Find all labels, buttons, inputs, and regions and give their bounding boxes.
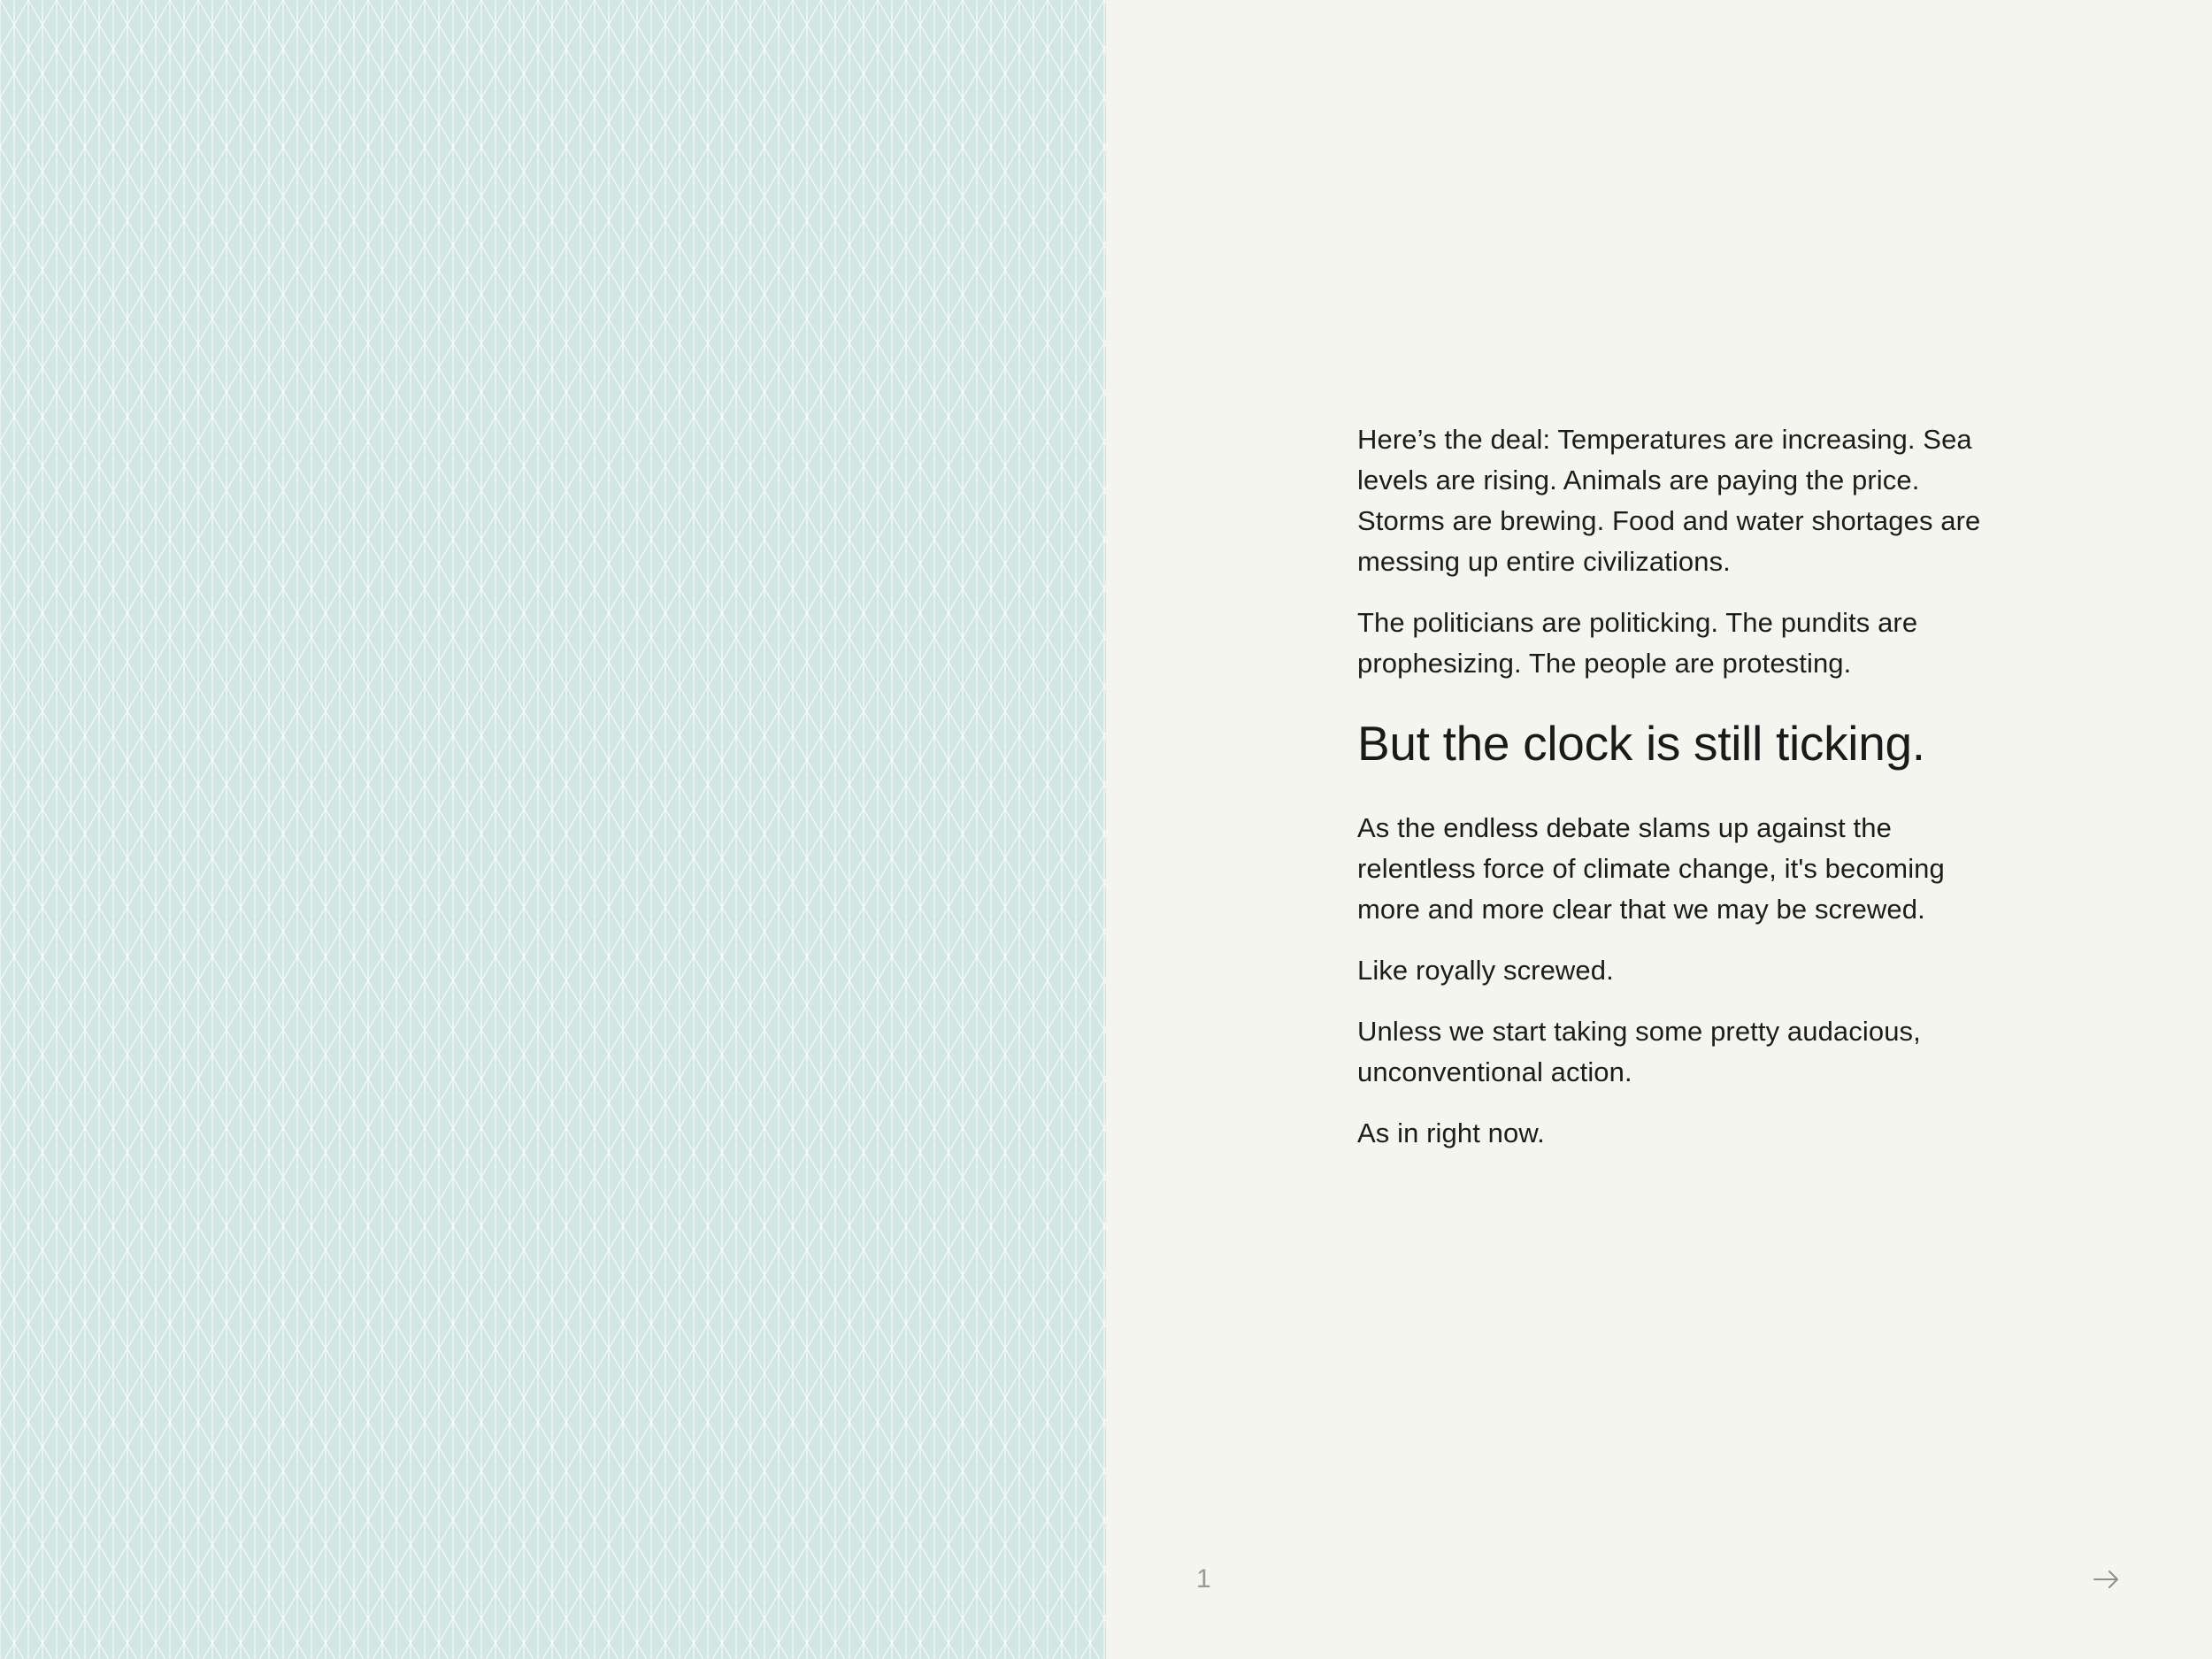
section-heading: But the clock is still ticking. (1357, 716, 1925, 771)
paragraph-politicians: The politicians are politicking. The pundits are prophesizing. The people are protesting. (1357, 607, 1918, 679)
paragraph-royally-screwed: Like royally screwed. (1357, 955, 1614, 986)
paragraph-audacious-action: Unless we start taking some pretty audacious, unconventional action. (1357, 1016, 1921, 1087)
arrow-right-icon (2090, 1564, 2125, 1594)
paragraph-right-now: As in right now. (1357, 1118, 1545, 1148)
text-panel (1106, 0, 2212, 1659)
next-page-button[interactable] (2090, 1564, 2125, 1594)
paragraph-debate: As the endless debate slams up against the relentless force of climate change, it's becoming more and more clear that we may be screwed. (1357, 812, 1945, 925)
paragraph-intro: Here’s the deal: Temperatures are increasing. Sea levels are rising. Animals are paying the price. Storms are brewing. Food and water shortages are messing up entire civilizations. (1357, 424, 1981, 577)
article-body (1357, 419, 1994, 1174)
page-number: 1 (1196, 1564, 1211, 1594)
